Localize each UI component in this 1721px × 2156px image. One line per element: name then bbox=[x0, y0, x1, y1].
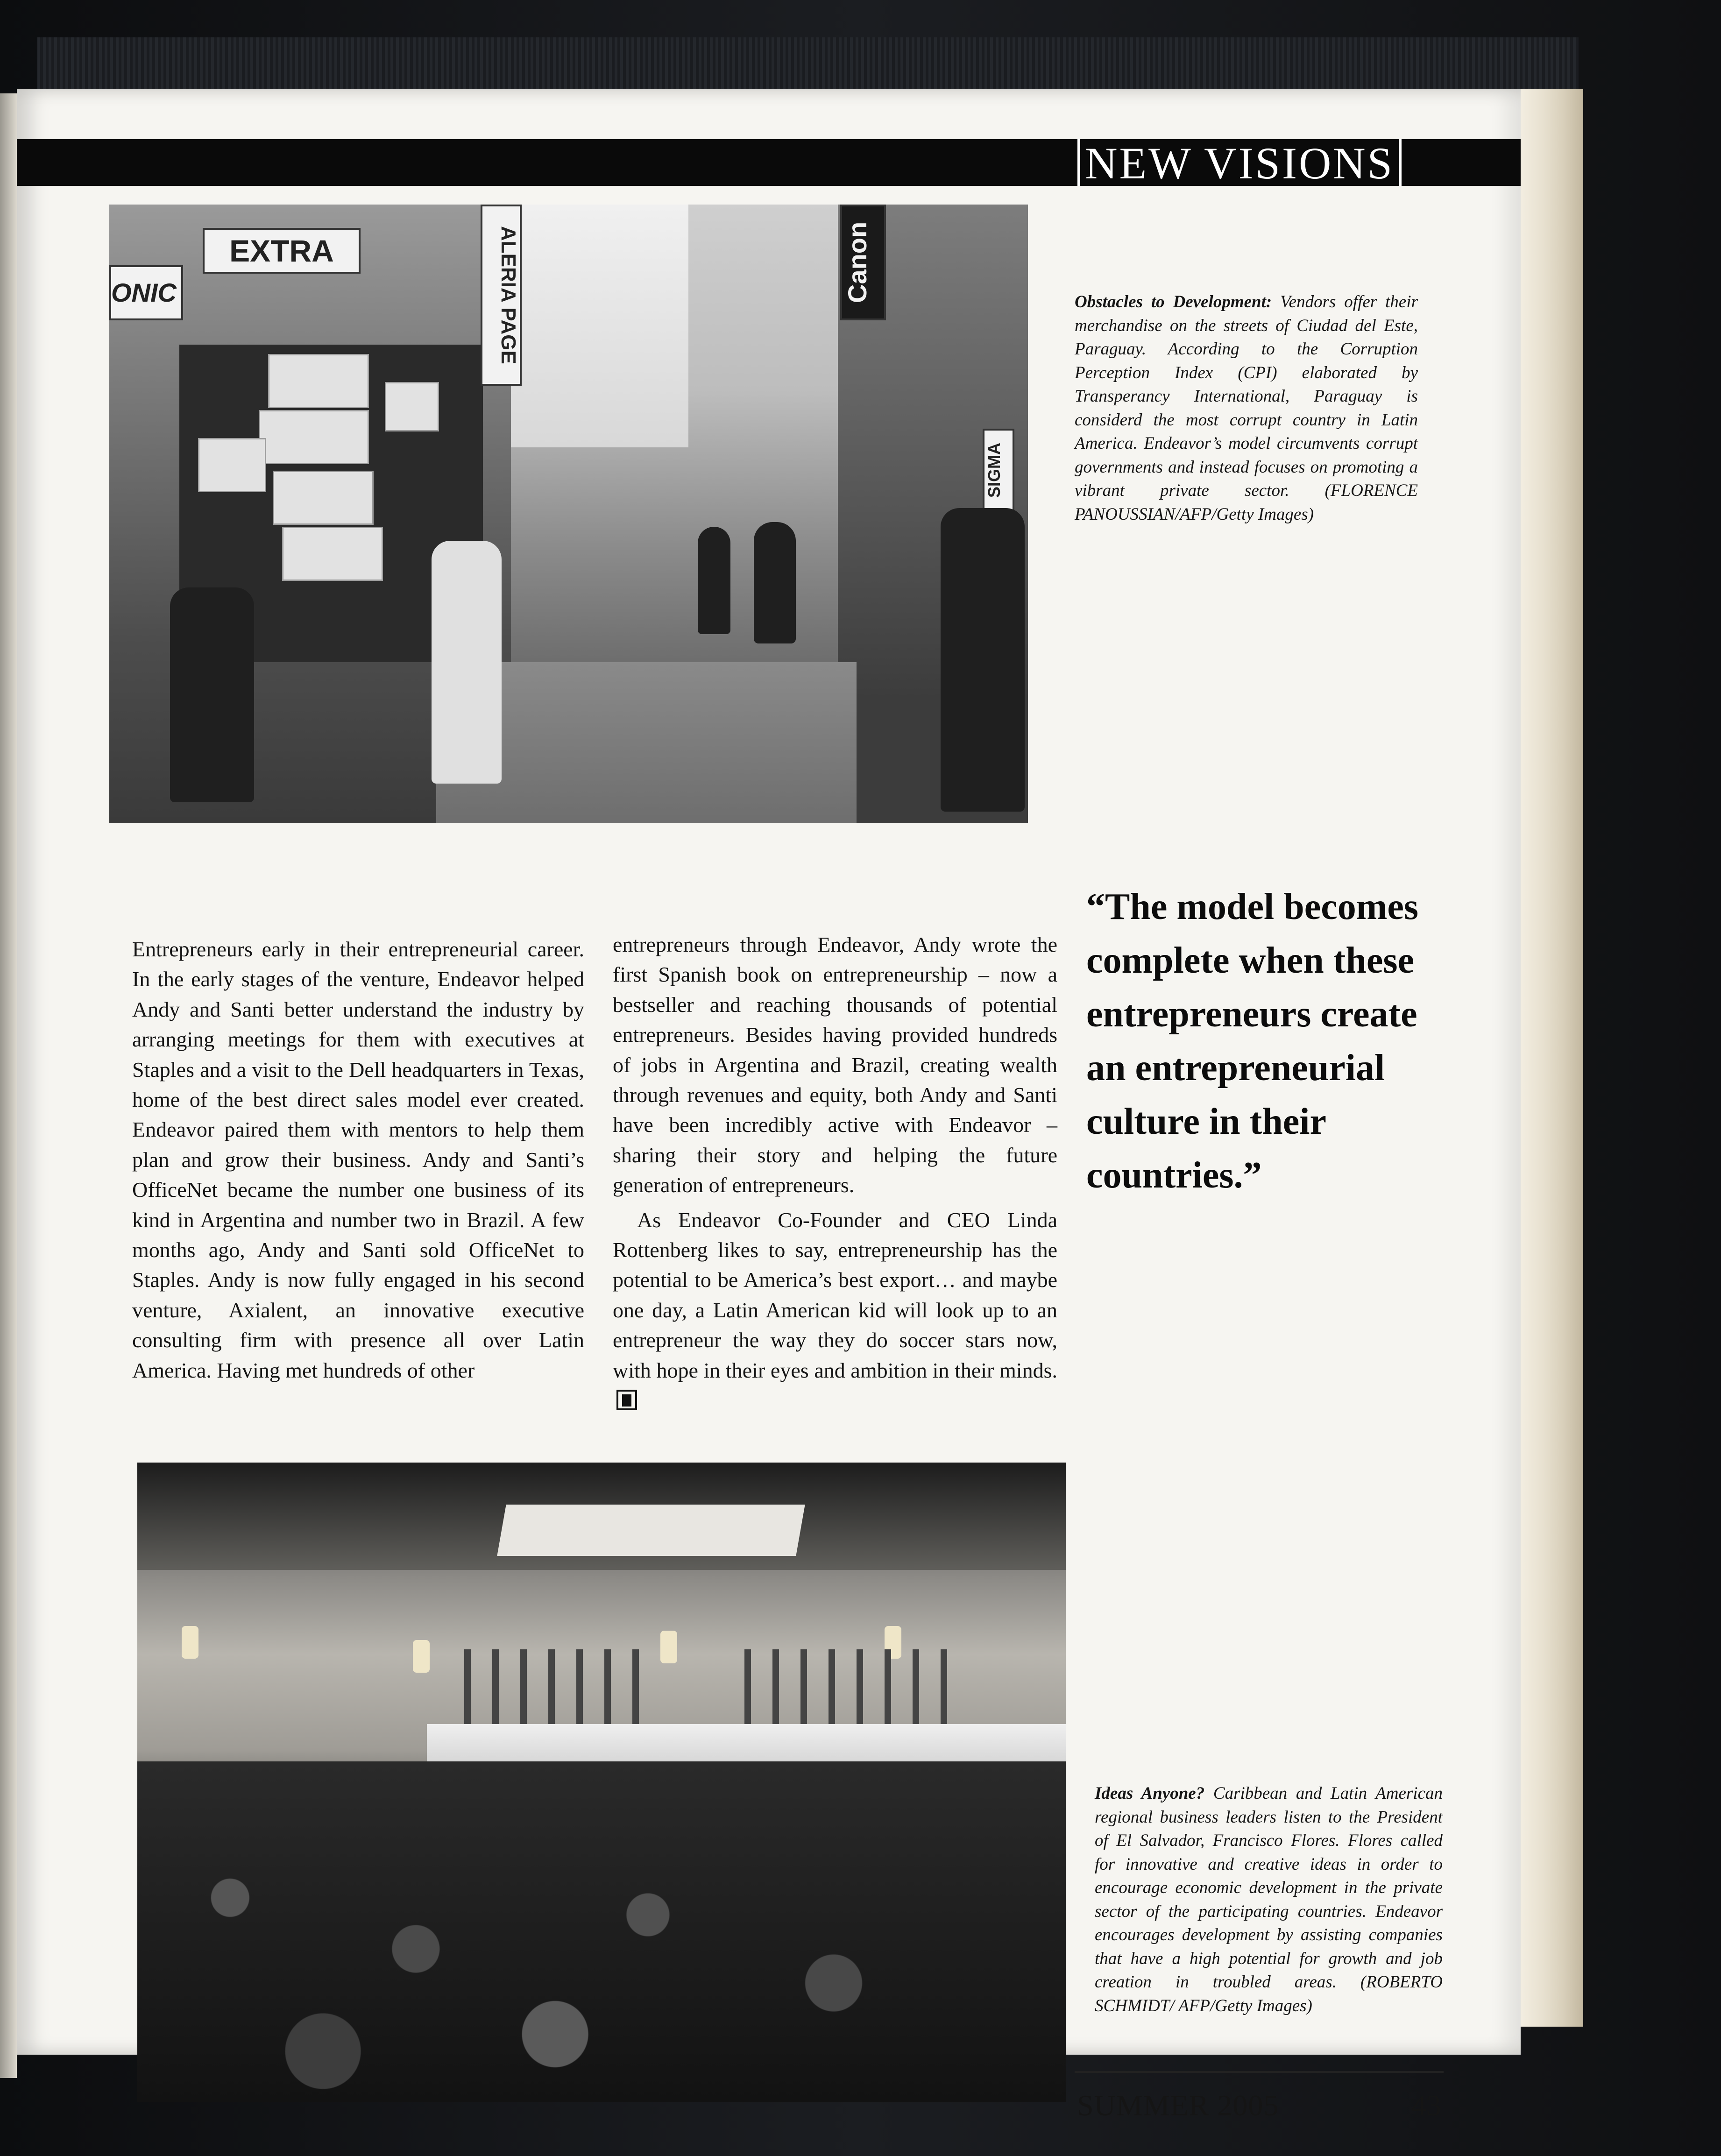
flag bbox=[744, 1649, 751, 1724]
flag bbox=[632, 1649, 639, 1724]
ceiling-skylight bbox=[497, 1505, 805, 1556]
pull-quote: “The model becomes complete when these entrepreneurs create an entrepreneurial culture in their countries.” bbox=[1086, 886, 1419, 1196]
flag bbox=[800, 1649, 807, 1724]
cargo-box bbox=[259, 410, 369, 464]
pedestrian-figure bbox=[941, 508, 1025, 812]
footer-rule bbox=[1075, 2071, 1444, 2073]
caption-text: Vendors offer their merchandise on the streets of Ciudad del Este, Paraguay. According to the Corruption Perception Index (CPI) elaborated by Transperancy International, Paraguay is considerd the most corrupt country in Latin America. Endeavor’s model circumvents corrupt governments and instead focuses on promoting a vibrant private sector. (FLORENCE PANOUSSIAN/AFP/Getty Images) bbox=[1075, 292, 1418, 524]
flag bbox=[913, 1649, 919, 1724]
flag bbox=[604, 1649, 611, 1724]
top-photo-caption bbox=[1075, 290, 1418, 526]
flag bbox=[772, 1649, 779, 1724]
store-sign-extra: EXTRA bbox=[203, 228, 361, 274]
flag bbox=[941, 1649, 947, 1724]
caption-lead: Obstacles to Development: bbox=[1075, 292, 1272, 311]
cargo-box bbox=[268, 354, 369, 408]
flag bbox=[829, 1649, 835, 1724]
store-sign-sigma: SIGMA bbox=[983, 429, 1014, 512]
store-sign-galeria: ALERIA PAGE bbox=[481, 205, 522, 386]
article-column-left bbox=[132, 934, 584, 1385]
seated-audience bbox=[137, 1761, 1066, 2102]
vendor-figure bbox=[432, 541, 502, 784]
conference-photo bbox=[137, 1463, 1066, 2102]
wall-lamp bbox=[413, 1640, 430, 1673]
street-market-photo bbox=[109, 205, 1028, 823]
previous-page-edge bbox=[0, 93, 17, 2078]
page-number: 43 bbox=[1411, 2089, 1441, 2122]
flag bbox=[857, 1649, 863, 1724]
cargo-box bbox=[385, 382, 439, 431]
pedestrian-figure bbox=[698, 527, 730, 634]
article-column-middle bbox=[613, 930, 1057, 1416]
article-paragraph: Entrepreneurs early in their entrepreneurial career. In the early stages of the venture, Endeavor helped Andy and Santi better understand the industry by arranging meetings for them with executives at Staples and a visit to the Dell headquarters in Texas, home of the best direct sales model ever created. Endeavor paired them with mentors to help them plan and grow their business. Andy and Santi’s OfficeNet became the number one business of its kind in Argentina and number two in Brazil. A few months ago, Andy and Santi sold OfficeNet to Staples. Andy is now fully engaged in his second venture, Axialent, an innovative executive consulting firm with presence all over Latin America. Having met hundreds of other bbox=[132, 937, 584, 1382]
caption-lead: Ideas Anyone? bbox=[1095, 1784, 1205, 1803]
wall-lamp bbox=[182, 1626, 198, 1659]
vendor-figure bbox=[170, 587, 254, 802]
wall-lamp bbox=[660, 1631, 677, 1663]
caption-text: Caribbean and Latin American regional business leaders listen to the President of El Salvador, Francisco Flores. Flores called for innovative and creative ideas in order to encourage economic development in the private sector of the participating countries. Endeavor encourages development by assisting companies that have a high potential for growth and job creation in troubled areas. (ROBERTO SCHMIDT/ AFP/Getty Images) bbox=[1095, 1784, 1443, 2015]
article-paragraph-text: As Endeavor Co-Founder and CEO Linda Rottenberg likes to say, entrepreneurship has the potential to be America’s best export… and maybe one day, a Latin American kid will look up to an entrepreneur the way they do soccer stars now, with hope in their eyes and ambition in their minds. bbox=[613, 1208, 1057, 1382]
magazine-page bbox=[17, 89, 1521, 2122]
binder-spine-top bbox=[37, 37, 1579, 93]
bottom-photo-caption bbox=[1095, 1782, 1443, 2018]
flag bbox=[464, 1649, 471, 1724]
issue-label: SUMMER 2005 bbox=[1077, 2089, 1279, 2122]
flag bbox=[576, 1649, 583, 1724]
cargo-box bbox=[198, 438, 266, 492]
flag bbox=[885, 1649, 891, 1724]
cargo-box bbox=[273, 471, 374, 525]
flag bbox=[520, 1649, 527, 1724]
flag bbox=[492, 1649, 499, 1724]
store-sign-onic: ONIC bbox=[109, 265, 183, 320]
page-stack-edge bbox=[1518, 89, 1583, 2027]
article-paragraph-final bbox=[613, 1205, 1057, 1416]
cargo-box bbox=[282, 527, 383, 581]
end-of-article-icon bbox=[616, 1390, 637, 1410]
flag bbox=[548, 1649, 555, 1724]
pedestrian-figure bbox=[754, 522, 796, 643]
section-title: NEW VISIONS bbox=[1077, 139, 1402, 186]
sky bbox=[511, 205, 688, 447]
store-sign-canon: Canon bbox=[840, 205, 886, 320]
article-paragraph: entrepreneurs through Endeavor, Andy wrote the first Spanish book on entrepreneurship – now a bestseller and reaching thousands of potential entrepreneurs. Besides having provided hundreds of jobs in Argentina and Brazil, creating wealth through revenues and equity, both Andy and Santi have been incredibly active with Endeavor – sharing their story and helping the future generation of entrepreneurs. bbox=[613, 933, 1057, 1197]
